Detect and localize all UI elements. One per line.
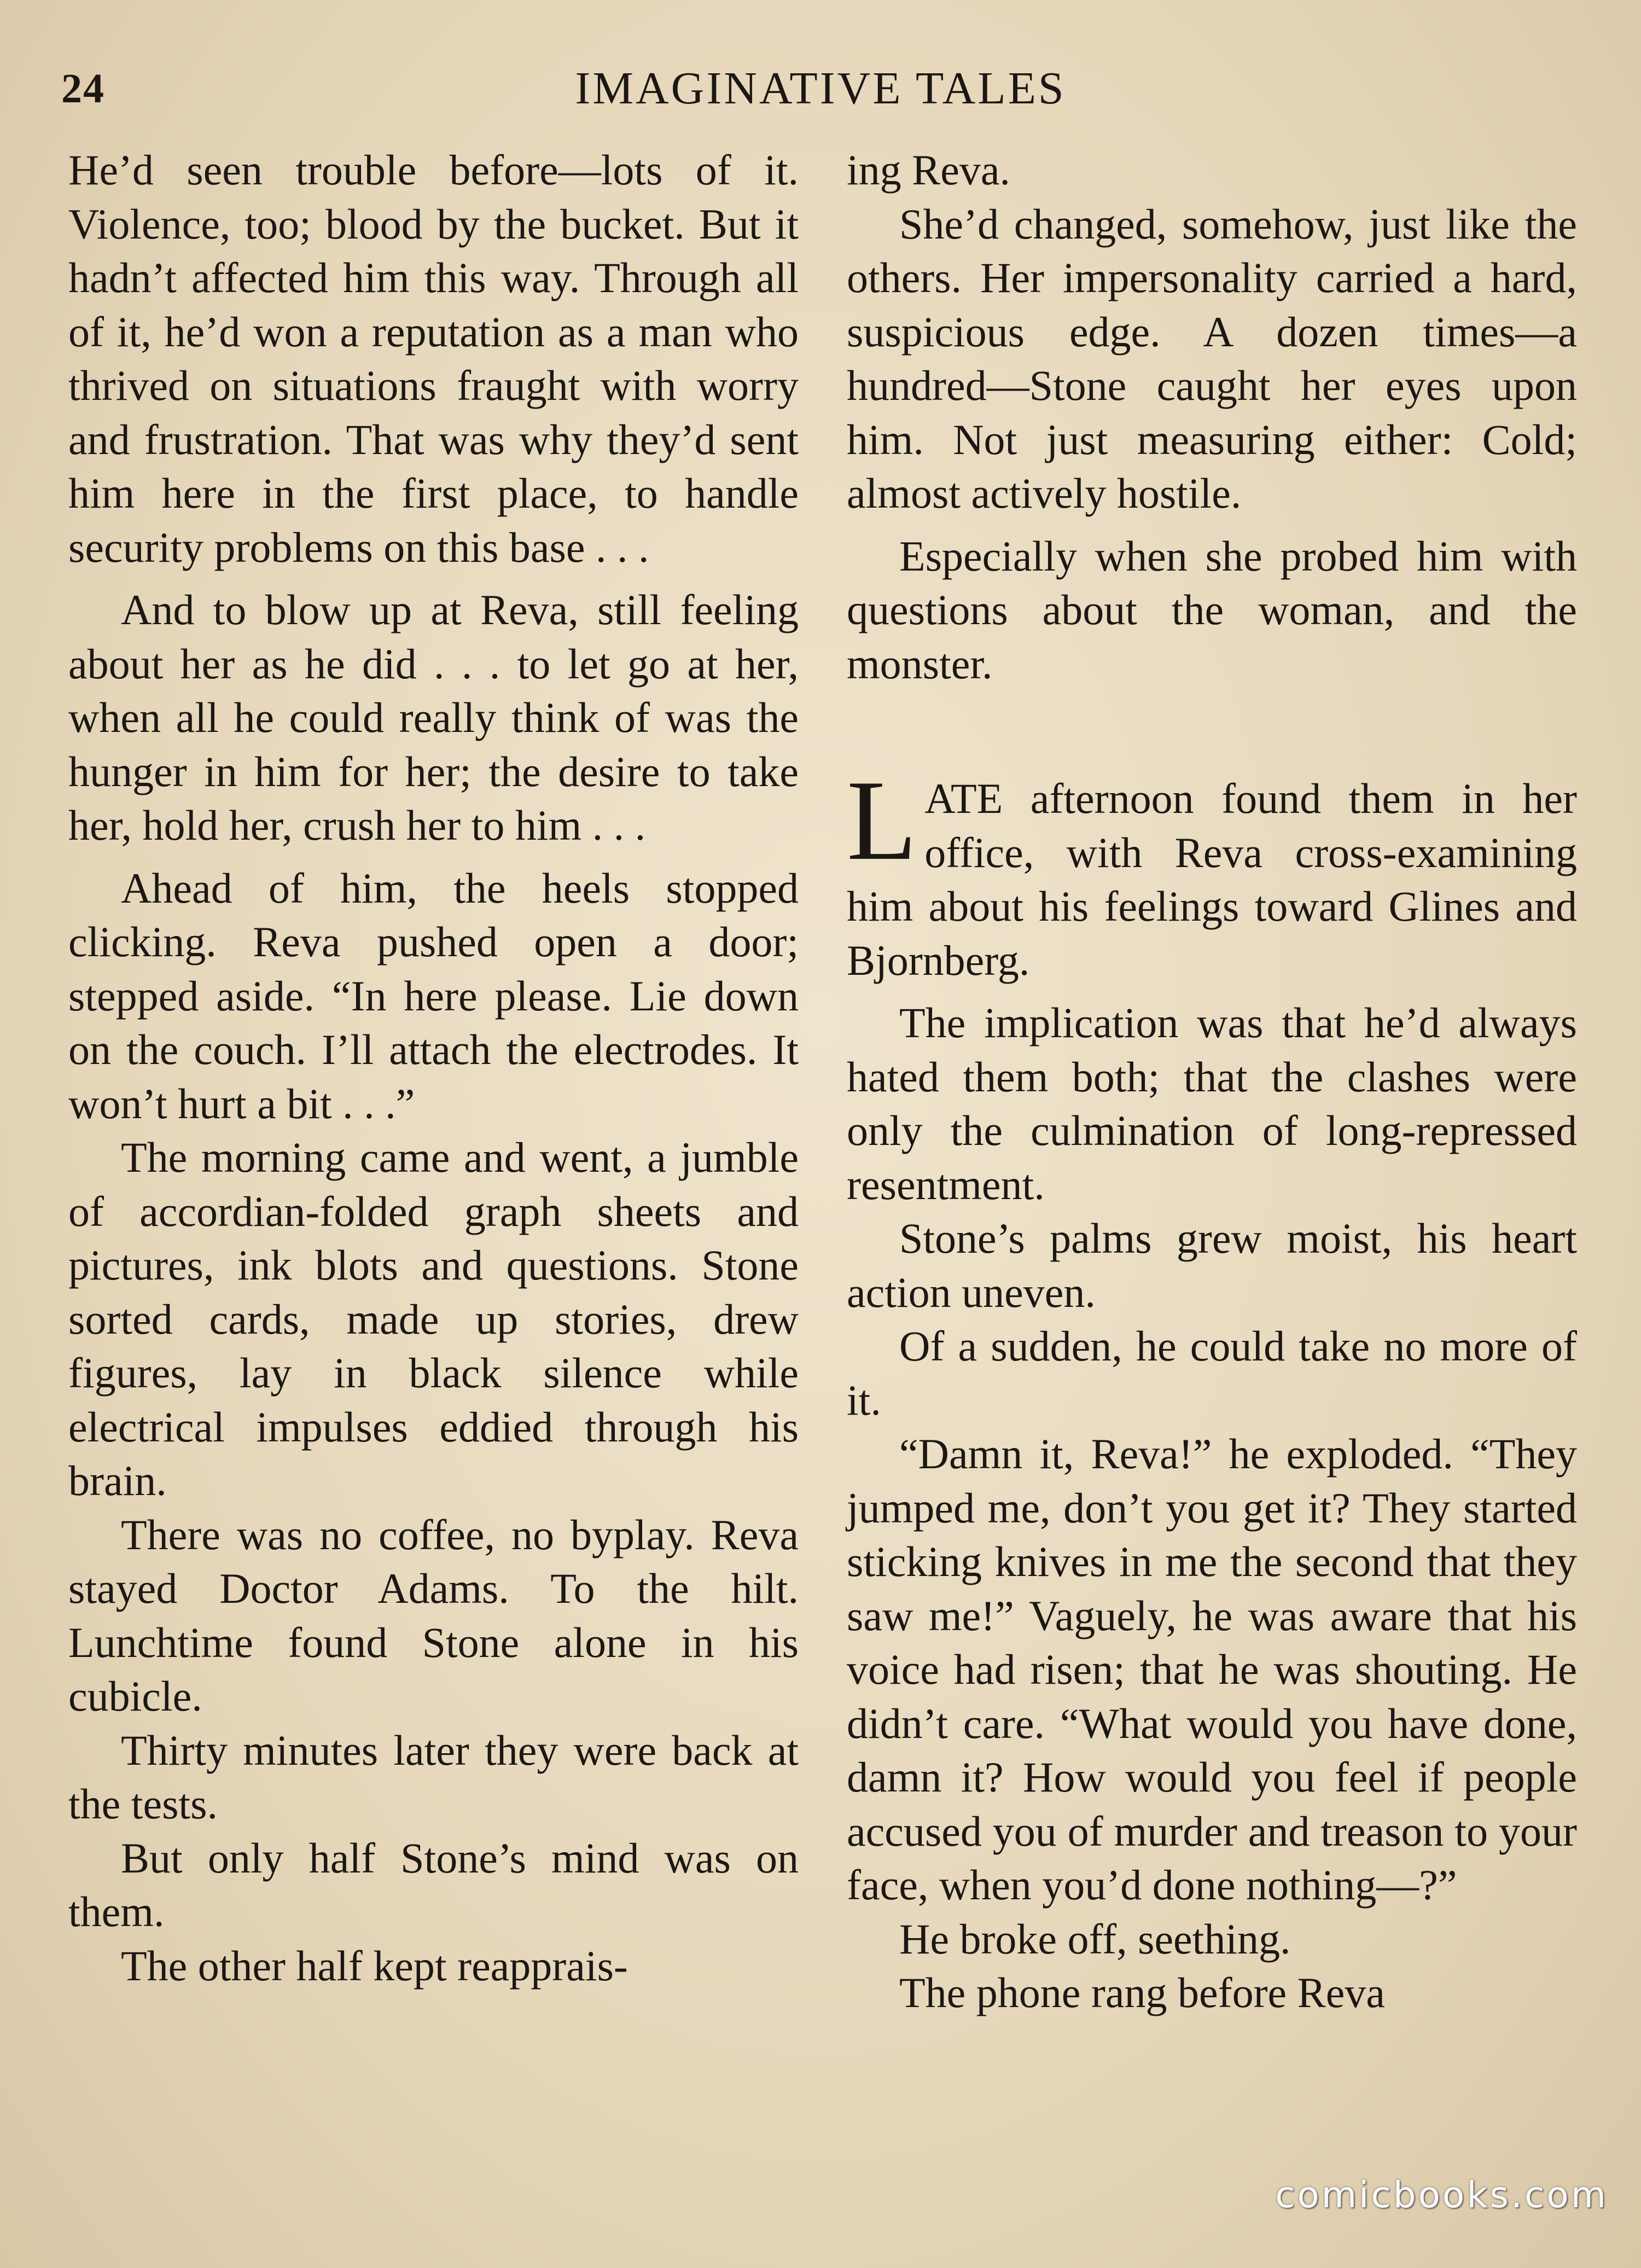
paragraph: The phone rang before Reva xyxy=(899,1969,1385,2016)
paragraph: Stone’s palms grew moist, his heart action uneven. xyxy=(847,1214,1577,1316)
paragraph: “Damn it, Reva!” he exploded. “They jumped me, don’t you get it? They started sticking knives in me the second that they saw me!” Vaguely, he was aware that his voice had risen; that he was shouting. He didn’t care. “What would you have done, damn it? How would you feel if people accused you of murder and treason to your face, when you’d done nothing—?” xyxy=(847,1430,1577,1909)
paragraph: The implication was that he’d always hated them both; that the clashes were only the culmination of long-repressed resentment. xyxy=(847,999,1577,1208)
running-head: IMAGINATIVE TALES xyxy=(575,63,1066,114)
paragraph: He’d seen trouble before—lots of it. Violence, too; blood by the bucket. But it hadn’t affected him this way. Through all of it, he’d won a reputation as a man who thrived on situations fraught with worry and frustration. That was why they’d sent him here in the first place, to handle security problems on this base . . . xyxy=(68,146,799,571)
paragraph: Ahead of him, the heels stopped clicking. Reva pushed open a door; stepped aside. “In here please. Lie down on the couch. I’ll attach the electrodes. It won’t hurt a bit . . .” xyxy=(68,864,799,1127)
paragraph: There was no coffee, no byplay. Reva stayed Doctor Adams. To the hilt. Lunchtime found Stone alone in his cubicle. xyxy=(68,1510,799,1720)
section-opening-paragraph xyxy=(847,757,1577,987)
paragraph: And to blow up at Reva, still feeling about her as he did . . . to let go at her, when all he could really think of was the hunger in him for her; the desire to take her, hold her, crush her to him . . . xyxy=(68,586,799,849)
page-number: 24 xyxy=(61,66,105,112)
drop-cap: L xyxy=(847,757,917,884)
watermark: comicbooks.com xyxy=(1275,2174,1608,2216)
paragraph: He broke off, seething. xyxy=(899,1915,1291,1963)
paragraph: The morning came and went, a jumble of accordian-folded graph sheets and pictures, ink blots and questions. Stone sorted cards, made up stories, drew figures, lay in black silence while electrical impulses eddied through his brain. xyxy=(68,1133,799,1504)
paragraph: She’d changed, somehow, just like the others. Her impersonality carried a hard, suspicious edge. A dozen times—a hundred—Stone caught her eyes upon him. Not just measuring either: Cold; almost actively hostile. xyxy=(847,200,1577,517)
right-column xyxy=(847,143,1577,2020)
paragraph: But only half Stone’s mind was on them. xyxy=(68,1834,799,1935)
paragraph: The other half kept reapprais- xyxy=(121,1941,628,1990)
paragraph: ing Reva. xyxy=(847,146,1010,194)
page-header xyxy=(0,61,1641,116)
paragraph: Of a sudden, he could take no more of it. xyxy=(847,1322,1577,1424)
paragraph: Especially when she probed him with questions about the woman, and the monster. xyxy=(847,532,1577,688)
paragraph-text: ATE afternoon found them in her office, with Reva cross-examining him about his feelings toward Glines and Bjornberg. xyxy=(847,775,1577,984)
left-column xyxy=(68,143,799,1993)
paragraph: Thirty minutes later they were back at the tests. xyxy=(68,1726,799,1828)
